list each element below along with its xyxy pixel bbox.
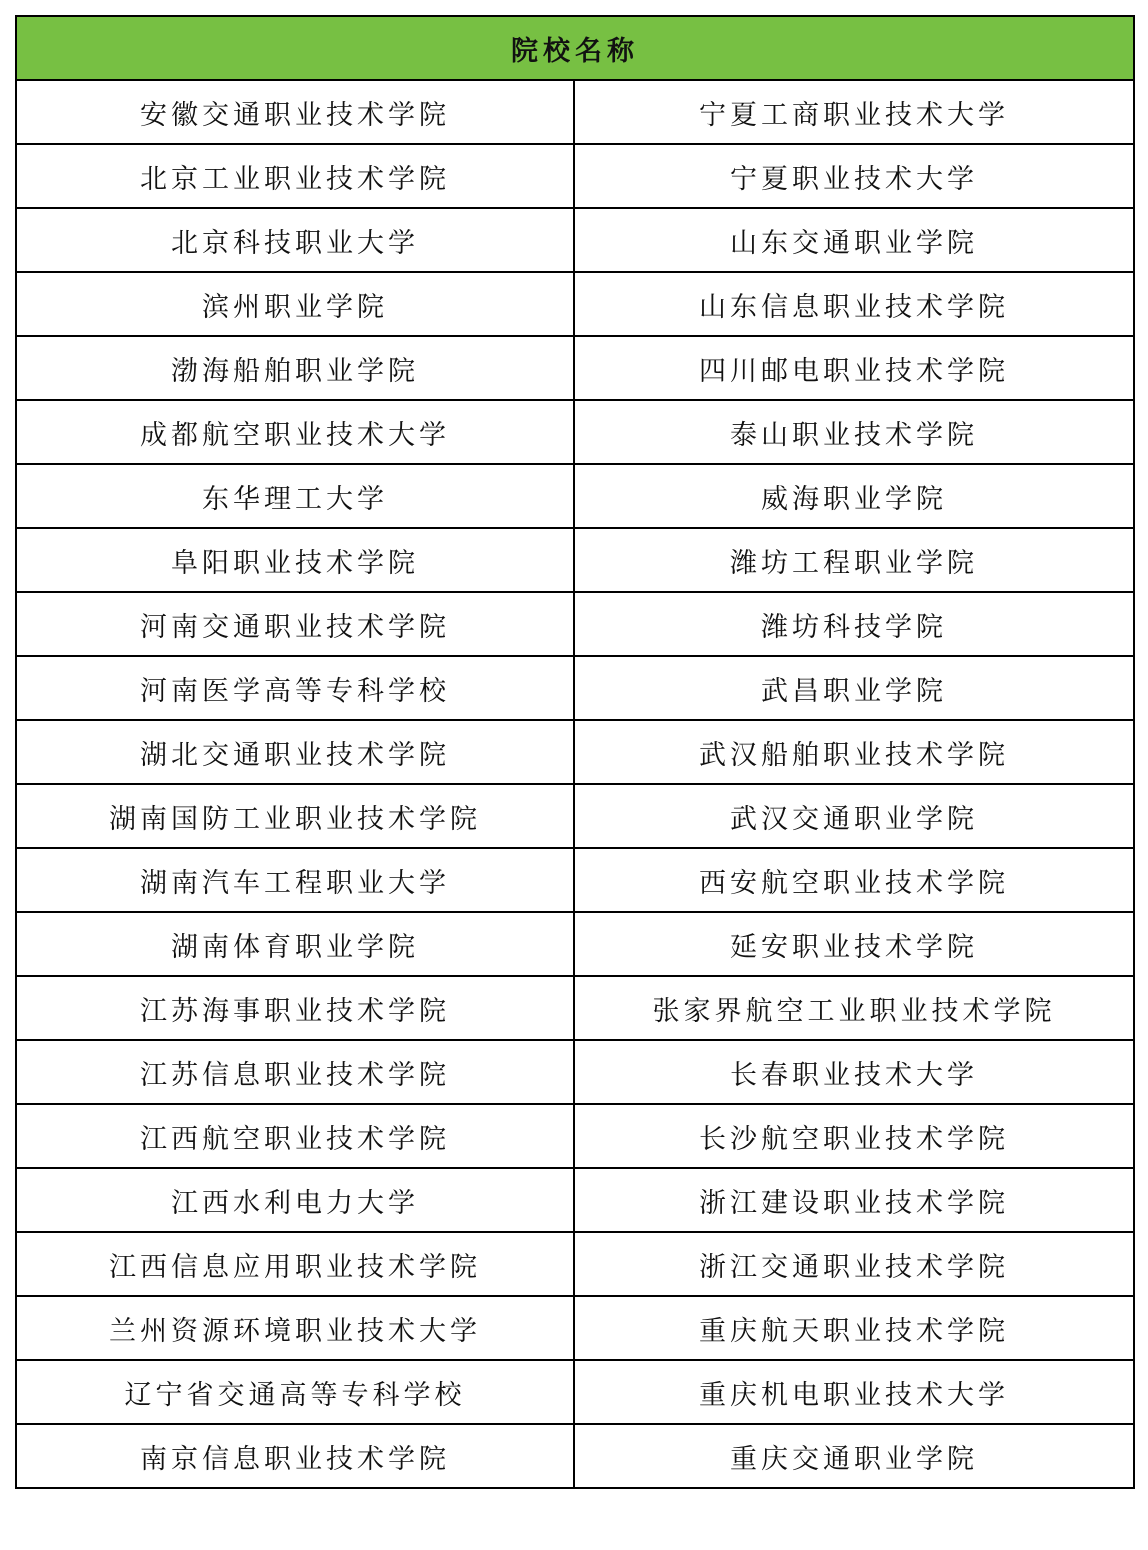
school-name-right: 重庆航天职业技术学院: [574, 1296, 1134, 1360]
school-name-right: 潍坊工程职业学院: [574, 528, 1134, 592]
table-row: [16, 912, 1134, 976]
table-row: [16, 336, 1134, 400]
table-row: [16, 1424, 1134, 1488]
table-row: [16, 1296, 1134, 1360]
school-name-left: 河南交通职业技术学院: [16, 592, 574, 656]
school-name-left: 江苏海事职业技术学院: [16, 976, 574, 1040]
table-row: [16, 528, 1134, 592]
table-row: [16, 784, 1134, 848]
school-name-left: 成都航空职业技术大学: [16, 400, 574, 464]
table-row: [16, 1104, 1134, 1168]
table-header: 院校名称: [16, 16, 1134, 80]
school-name-left: 南京信息职业技术学院: [16, 1424, 574, 1488]
school-name-left: 辽宁省交通高等专科学校: [16, 1360, 574, 1424]
school-name-right: 重庆机电职业技术大学: [574, 1360, 1134, 1424]
table-row: [16, 592, 1134, 656]
school-name-right: 长春职业技术大学: [574, 1040, 1134, 1104]
school-table: [15, 15, 1135, 1489]
table-row: [16, 1040, 1134, 1104]
table-row: [16, 1360, 1134, 1424]
table-row: [16, 1232, 1134, 1296]
school-name-right: 泰山职业技术学院: [574, 400, 1134, 464]
school-name-left: 北京科技职业大学: [16, 208, 574, 272]
table-row: [16, 1168, 1134, 1232]
school-name-right: 长沙航空职业技术学院: [574, 1104, 1134, 1168]
school-name-right: 重庆交通职业学院: [574, 1424, 1134, 1488]
school-name-right: 四川邮电职业技术学院: [574, 336, 1134, 400]
school-name-right: 山东信息职业技术学院: [574, 272, 1134, 336]
school-name-left: 湖北交通职业技术学院: [16, 720, 574, 784]
table-row: [16, 80, 1134, 144]
school-name-right: 威海职业学院: [574, 464, 1134, 528]
school-name-left: 江西水利电力大学: [16, 1168, 574, 1232]
school-name-right: 延安职业技术学院: [574, 912, 1134, 976]
school-name-right: 西安航空职业技术学院: [574, 848, 1134, 912]
school-name-left: 东华理工大学: [16, 464, 574, 528]
school-name-left: 湖南汽车工程职业大学: [16, 848, 574, 912]
school-name-right: 潍坊科技学院: [574, 592, 1134, 656]
school-name-left: 安徽交通职业技术学院: [16, 80, 574, 144]
school-name-left: 北京工业职业技术学院: [16, 144, 574, 208]
school-name-right: 武汉交通职业学院: [574, 784, 1134, 848]
table-row: [16, 400, 1134, 464]
school-name-right: 张家界航空工业职业技术学院: [574, 976, 1134, 1040]
school-name-left: 江西航空职业技术学院: [16, 1104, 574, 1168]
school-name-left: 渤海船舶职业学院: [16, 336, 574, 400]
school-name-right: 宁夏职业技术大学: [574, 144, 1134, 208]
table-row: [16, 464, 1134, 528]
table-body: [16, 80, 1134, 1488]
school-name-right: 浙江建设职业技术学院: [574, 1168, 1134, 1232]
school-name-right: 武汉船舶职业技术学院: [574, 720, 1134, 784]
school-name-left: 湖南体育职业学院: [16, 912, 574, 976]
school-name-left: 滨州职业学院: [16, 272, 574, 336]
table-row: [16, 976, 1134, 1040]
school-name-right: 武昌职业学院: [574, 656, 1134, 720]
header-row: [16, 16, 1134, 80]
school-name-right: 山东交通职业学院: [574, 208, 1134, 272]
school-name-right: 宁夏工商职业技术大学: [574, 80, 1134, 144]
school-name-left: 湖南国防工业职业技术学院: [16, 784, 574, 848]
school-name-left: 兰州资源环境职业技术大学: [16, 1296, 574, 1360]
table-row: [16, 656, 1134, 720]
school-name-left: 河南医学高等专科学校: [16, 656, 574, 720]
school-name-left: 江西信息应用职业技术学院: [16, 1232, 574, 1296]
table-row: [16, 720, 1134, 784]
school-name-left: 阜阳职业技术学院: [16, 528, 574, 592]
table-row: [16, 208, 1134, 272]
table-row: [16, 848, 1134, 912]
table-row: [16, 272, 1134, 336]
school-name-right: 浙江交通职业技术学院: [574, 1232, 1134, 1296]
table-row: [16, 144, 1134, 208]
school-name-left: 江苏信息职业技术学院: [16, 1040, 574, 1104]
